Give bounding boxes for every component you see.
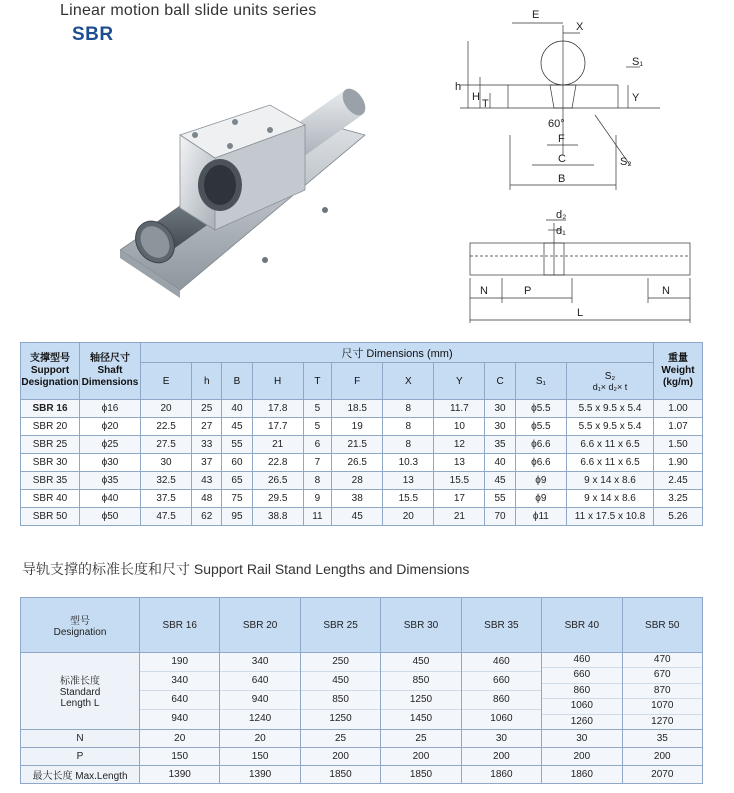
- n-row-value: 25: [381, 729, 461, 747]
- dims-cell-t: 8: [303, 472, 331, 490]
- n-row-value: 20: [140, 729, 220, 747]
- n-row-value: 25: [300, 729, 380, 747]
- dims-cell-x: 8: [383, 400, 434, 418]
- dims-cell-s1: ϕ5.5: [515, 418, 566, 436]
- dims-row: [21, 508, 703, 526]
- label-angle: 60°: [548, 118, 565, 130]
- max-length-row: [21, 765, 703, 783]
- dims-cell-model: SBR 30: [21, 454, 80, 472]
- length-value: 340: [220, 653, 299, 672]
- dims-cell-y: 13: [434, 454, 485, 472]
- dims-cell-h: 38.8: [252, 508, 303, 526]
- dims-cell-x: 8: [383, 418, 434, 436]
- dims-cell-e: 30: [141, 454, 192, 472]
- dims-cell-model: SBR 25: [21, 436, 80, 454]
- length-cell: [300, 653, 380, 730]
- dims-cell-t: 5: [303, 418, 331, 436]
- dims-cell-h: 62: [192, 508, 222, 526]
- dims-cell-h: 17.8: [252, 400, 303, 418]
- dims-cell-y: 15.5: [434, 472, 485, 490]
- dims-cell-s2: 6.6 x 11 x 6.5: [567, 436, 654, 454]
- length-value: 860: [542, 684, 621, 699]
- dims-cell-b: 95: [222, 508, 252, 526]
- rail-model-header: SBR 25: [300, 598, 380, 653]
- standard-length-label: 标准长度 Standard Length L: [21, 653, 140, 730]
- p-row-value: 150: [140, 747, 220, 765]
- dims-cell-h: 43: [192, 472, 222, 490]
- label-C: C: [558, 153, 566, 165]
- rail-model-header: SBR 30: [381, 598, 461, 653]
- dims-cell-s1: ϕ6.6: [515, 436, 566, 454]
- length-value: 250: [301, 653, 380, 672]
- page-title: Linear motion ball slide units series: [60, 2, 317, 19]
- dims-row: [21, 400, 703, 418]
- length-value: 640: [140, 691, 219, 710]
- length-value: 850: [381, 672, 460, 691]
- dims-cell-f: 21.5: [332, 436, 383, 454]
- dims-row: [21, 490, 703, 508]
- dims-row: [21, 472, 703, 490]
- product-illustration: [120, 80, 380, 310]
- dims-cell-shaft: ϕ20: [80, 418, 141, 436]
- n-row-value: 35: [622, 729, 702, 747]
- dims-cell-s2: 11 x 17.5 x 10.8: [567, 508, 654, 526]
- dims-cell-e: 20: [141, 400, 192, 418]
- rail-model-header: SBR 35: [461, 598, 541, 653]
- dims-cell-x: 8: [383, 436, 434, 454]
- dims-cell-y: 10: [434, 418, 485, 436]
- dims-cell-model: SBR 35: [21, 472, 80, 490]
- rail-lengths-table: [20, 597, 703, 784]
- max-length-row-value: 1860: [542, 765, 622, 783]
- section-title: 导轨支撑的标准长度和尺寸 Support Rail Stand Lengths and Dimensions: [22, 561, 470, 577]
- series-model: SBR: [72, 24, 114, 45]
- dims-cell-model: SBR 50: [21, 508, 80, 526]
- dims-cell-shaft: ϕ40: [80, 490, 141, 508]
- label-h: h: [455, 81, 462, 93]
- col-header: H: [252, 363, 303, 400]
- dims-cell-t: 9: [303, 490, 331, 508]
- col-header: h: [192, 363, 222, 400]
- dims-cell-e: 22.5: [141, 418, 192, 436]
- length-value: 860: [462, 691, 541, 710]
- length-value: 1260: [570, 715, 593, 727]
- dims-cell-y: 12: [434, 436, 485, 454]
- dims-cell-shaft: ϕ35: [80, 472, 141, 490]
- dims-cell-s2: 6.6 x 11 x 6.5: [567, 454, 654, 472]
- dims-cell-s1: ϕ6.6: [515, 454, 566, 472]
- length-value: 870: [623, 684, 702, 699]
- dims-cell-b: 40: [222, 400, 252, 418]
- dims-cell-x: 10.3: [383, 454, 434, 472]
- dims-cell-h: 37: [192, 454, 222, 472]
- length-cell: [220, 653, 300, 730]
- dims-cell-b: 45: [222, 418, 252, 436]
- length-value: 940: [220, 691, 299, 710]
- length-value: 450: [301, 672, 380, 691]
- length-value: 660: [542, 668, 621, 683]
- dims-cell-shaft: ϕ16: [80, 400, 141, 418]
- dims-cell-model: SBR 16: [21, 400, 80, 418]
- max-length-row-value: 1850: [381, 765, 461, 783]
- n-row-label: N: [21, 729, 140, 747]
- label-X: X: [576, 21, 584, 33]
- p-row-value: 200: [461, 747, 541, 765]
- dims-cell-e: 37.5: [141, 490, 192, 508]
- label-Y: Y: [632, 92, 640, 104]
- length-value: 1250: [329, 713, 352, 724]
- dims-cell-t: 6: [303, 436, 331, 454]
- length-cell: [461, 653, 541, 730]
- dims-cell-h: 25: [192, 400, 222, 418]
- dims-cell-x: 20: [383, 508, 434, 526]
- dims-cell-f: 38: [332, 490, 383, 508]
- n-row-value: 30: [461, 729, 541, 747]
- rail-model-header: SBR 40: [542, 598, 622, 653]
- designation-header: 型号 Designation: [21, 598, 140, 653]
- length-value: 850: [301, 691, 380, 710]
- label-F: F: [558, 133, 565, 145]
- dims-cell-shaft: ϕ25: [80, 436, 141, 454]
- dims-cell-c: 30: [485, 418, 515, 436]
- dimensions-table: [20, 342, 703, 526]
- dims-cell-h: 27: [192, 418, 222, 436]
- dims-cell-weight: 1.50: [654, 436, 703, 454]
- length-cell: [622, 653, 702, 730]
- col-header: F: [332, 363, 383, 400]
- dims-cell-f: 45: [332, 508, 383, 526]
- dims-cell-s1: ϕ11: [515, 508, 566, 526]
- dims-cell-h: 33: [192, 436, 222, 454]
- max-length-row-value: 1850: [300, 765, 380, 783]
- dims-cell-f: 26.5: [332, 454, 383, 472]
- dims-cell-b: 65: [222, 472, 252, 490]
- rail-model-header: SBR 16: [140, 598, 220, 653]
- length-value: 460: [462, 653, 541, 672]
- p-row-value: 150: [220, 747, 300, 765]
- dims-cell-h: 21: [252, 436, 303, 454]
- dims-cell-weight: 5.26: [654, 508, 703, 526]
- dims-cell-c: 55: [485, 490, 515, 508]
- length-value: 640: [220, 672, 299, 691]
- dims-cell-t: 11: [303, 508, 331, 526]
- p-row: [21, 747, 703, 765]
- length-cell: [140, 653, 220, 730]
- dims-cell-y: 21: [434, 508, 485, 526]
- rail-model-header: SBR 50: [622, 598, 702, 653]
- support-header: 支撑型号 Support Designation: [21, 343, 80, 400]
- label-H: H: [472, 91, 480, 103]
- dims-cell-s1: ϕ9: [515, 472, 566, 490]
- dims-cell-y: 11.7: [434, 400, 485, 418]
- max-length-row-value: 1390: [140, 765, 220, 783]
- length-value: 1250: [381, 691, 460, 710]
- max-length-row-value: 1390: [220, 765, 300, 783]
- dims-cell-c: 45: [485, 472, 515, 490]
- length-value: 460: [542, 653, 621, 668]
- length-value: 1270: [651, 715, 674, 727]
- label-P: P: [524, 285, 532, 297]
- dims-cell-f: 18.5: [332, 400, 383, 418]
- p-row-value: 200: [622, 747, 702, 765]
- p-row-value: 200: [300, 747, 380, 765]
- dims-cell-model: SBR 20: [21, 418, 80, 436]
- dims-cell-s1: ϕ9: [515, 490, 566, 508]
- max-length-row-label: 最大长度 Max.Length: [21, 765, 140, 783]
- dims-cell-s2: 5.5 x 9.5 x 5.4: [567, 418, 654, 436]
- max-length-row-value: 2070: [622, 765, 702, 783]
- max-length-row-value: 1860: [461, 765, 541, 783]
- label-N-left: N: [480, 285, 488, 297]
- dims-cell-c: 40: [485, 454, 515, 472]
- length-value: 1060: [542, 699, 621, 714]
- p-row-value: 200: [542, 747, 622, 765]
- length-value: 1060: [490, 713, 513, 724]
- dims-cell-weight: 2.45: [654, 472, 703, 490]
- n-row-value: 20: [220, 729, 300, 747]
- length-value: 470: [623, 653, 702, 668]
- length-value: 670: [623, 668, 702, 683]
- label-d2: d₂: [556, 209, 567, 221]
- col-header: X: [383, 363, 434, 400]
- dims-cell-e: 27.5: [141, 436, 192, 454]
- length-value: 450: [381, 653, 460, 672]
- length-cell: [542, 653, 622, 730]
- length-value: 1240: [249, 713, 272, 724]
- dims-cell-b: 60: [222, 454, 252, 472]
- n-row-value: 30: [542, 729, 622, 747]
- p-row-value: 200: [381, 747, 461, 765]
- label-T: T: [482, 98, 489, 110]
- dims-cell-e: 47.5: [141, 508, 192, 526]
- dims-cell-c: 70: [485, 508, 515, 526]
- dims-cell-shaft: ϕ50: [80, 508, 141, 526]
- dims-cell-weight: 3.25: [654, 490, 703, 508]
- dims-cell-h: 22.8: [252, 454, 303, 472]
- length-cell: [381, 653, 461, 730]
- dims-cell-shaft: ϕ30: [80, 454, 141, 472]
- col-header: Y: [434, 363, 485, 400]
- weight-header: 重量 Weight (kg/m): [654, 343, 703, 400]
- dims-row: [21, 436, 703, 454]
- rail-model-header: SBR 20: [220, 598, 300, 653]
- dims-cell-s2: 9 x 14 x 8.6: [567, 490, 654, 508]
- dims-cell-b: 75: [222, 490, 252, 508]
- length-value: 1450: [409, 713, 433, 724]
- dims-cell-weight: 1.00: [654, 400, 703, 418]
- dimensions-group-header: 尺寸 Dimensions (mm): [141, 343, 654, 363]
- dims-cell-h: 29.5: [252, 490, 303, 508]
- dims-cell-x: 13: [383, 472, 434, 490]
- dims-cell-t: 7: [303, 454, 331, 472]
- front-dimension-drawing: [450, 5, 670, 195]
- dims-cell-c: 30: [485, 400, 515, 418]
- dims-cell-s2: 5.5 x 9.5 x 5.4: [567, 400, 654, 418]
- dims-cell-c: 35: [485, 436, 515, 454]
- label-B: B: [558, 173, 566, 185]
- dims-cell-e: 32.5: [141, 472, 192, 490]
- shaft-header: 轴径尺寸 Shaft Dimensions: [80, 343, 141, 400]
- dims-cell-b: 55: [222, 436, 252, 454]
- dims-cell-t: 5: [303, 400, 331, 418]
- dims-cell-y: 17: [434, 490, 485, 508]
- dims-cell-s2: 9 x 14 x 8.6: [567, 472, 654, 490]
- side-dimension-drawing: [462, 208, 702, 328]
- col-header: B: [222, 363, 252, 400]
- label-d1: d₁: [556, 225, 566, 237]
- dims-cell-h: 26.5: [252, 472, 303, 490]
- length-value: 190: [140, 653, 219, 672]
- n-row: [21, 729, 703, 747]
- dims-row: [21, 418, 703, 436]
- length-value: 340: [140, 672, 219, 691]
- p-row-label: P: [21, 747, 140, 765]
- col-header-s2: S₂ d₁× d₂× t: [567, 363, 654, 400]
- label-L: L: [577, 307, 584, 319]
- length-value: 940: [171, 713, 189, 724]
- standard-length-row: [21, 653, 703, 730]
- dims-cell-weight: 1.90: [654, 454, 703, 472]
- length-value: 1070: [623, 699, 702, 714]
- dims-cell-f: 28: [332, 472, 383, 490]
- label-S1: S₁: [632, 56, 644, 68]
- label-N-right: N: [662, 285, 670, 297]
- dims-cell-f: 19: [332, 418, 383, 436]
- dims-cell-h: 48: [192, 490, 222, 508]
- dims-row: [21, 454, 703, 472]
- dims-cell-s1: ϕ5.5: [515, 400, 566, 418]
- label-S2: S₂: [620, 156, 632, 168]
- dims-cell-h: 17.7: [252, 418, 303, 436]
- col-header: E: [141, 363, 192, 400]
- col-header: C: [485, 363, 515, 400]
- dims-cell-x: 15.5: [383, 490, 434, 508]
- dims-cell-weight: 1.07: [654, 418, 703, 436]
- col-header: T: [303, 363, 331, 400]
- length-value: 660: [462, 672, 541, 691]
- col-header: S₁: [515, 363, 566, 400]
- label-E: E: [532, 9, 540, 21]
- dims-cell-model: SBR 40: [21, 490, 80, 508]
